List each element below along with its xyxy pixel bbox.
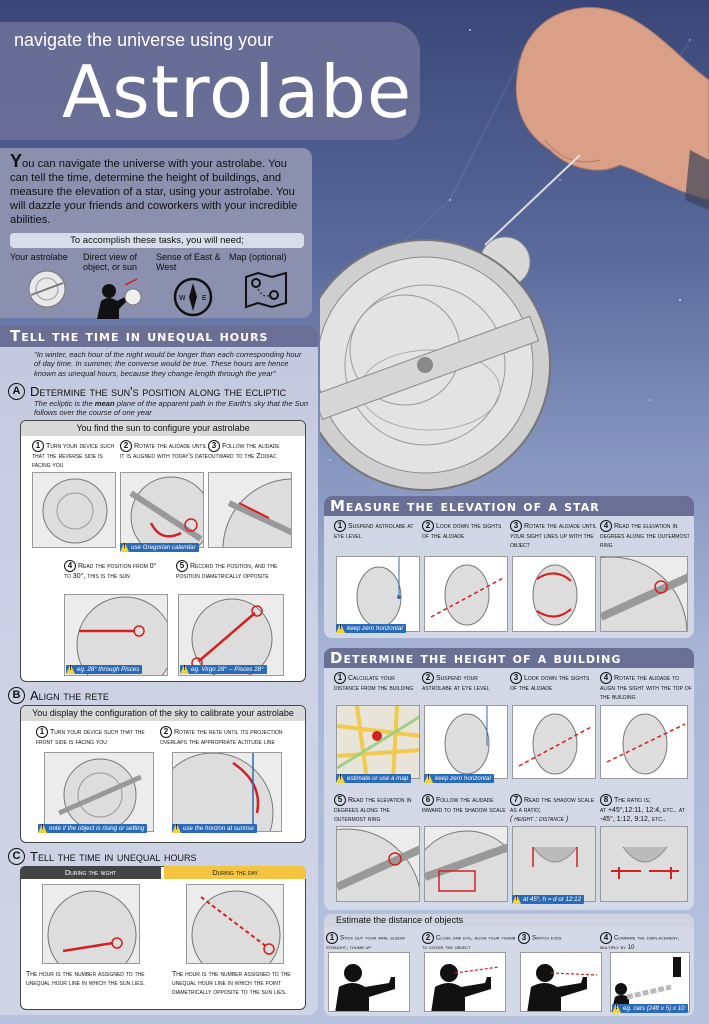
ecliptic-description: The ecliptic is the mean plane of the apparent path in the Earth's sky that the Sun follows over the course of one year bbox=[34, 399, 309, 418]
night-text: The hour is the number assigned to the unequal hour line in which the sun lies. bbox=[26, 971, 145, 987]
step-a1-image bbox=[32, 472, 116, 548]
compass-icon bbox=[171, 275, 215, 319]
distance-step-2-image bbox=[424, 952, 506, 1012]
step-a5: 5 Record the position, and the position diametrically opposite bbox=[176, 561, 278, 580]
intro-text: You can navigate the universe with your astrolabe. You can tell the time, determine the height of buildings, and measure the elevation of a star, using your astrolabe. You will dazzle your friends and coworkers with your incredible abilities. bbox=[10, 151, 298, 226]
page-title: Astrolabe bbox=[62, 50, 413, 134]
height-step-2-image bbox=[424, 705, 508, 779]
height-step-4: 4 Rotate the alidade to align the sight with the top of the building bbox=[600, 673, 692, 701]
elevation-step-4-image bbox=[600, 556, 688, 632]
height-step-6: 6 Follow the alidade inward to the shadow scale bbox=[422, 795, 506, 814]
elevation-step-3-image bbox=[512, 556, 596, 632]
step-b1-image bbox=[44, 752, 154, 832]
distance-step-3: 3 Switch eyes bbox=[518, 932, 598, 944]
height-step-1: 1 Calculate your distance from the building bbox=[334, 673, 414, 692]
height-note-map: ! estimate or use a map bbox=[336, 774, 411, 783]
height-step-8-image bbox=[600, 826, 688, 902]
night-label: During the night bbox=[20, 866, 161, 879]
svg-text:E: E bbox=[201, 295, 207, 302]
svg-text:W: W bbox=[178, 295, 186, 302]
unequal-hours-quote: "In winter, each hour of the night would be longer than each corresponding hour of day time. In summer, the converse would be true. These hours are hence known as unequal hours, because they change length through the year" bbox=[34, 350, 302, 378]
step-a5-image bbox=[178, 594, 284, 676]
hand-astrolabe-illustration bbox=[320, 0, 709, 500]
subtitle: navigate the universe using your bbox=[14, 30, 274, 50]
height-step-4-image bbox=[600, 705, 688, 779]
step-a2: 2 Rotate the alidade until it is aligned with today's date bbox=[120, 441, 209, 460]
height-map-image bbox=[336, 705, 420, 779]
note-virgo: ! eg. Virgo 28° -- Pisces 28° bbox=[180, 665, 267, 674]
distance-step-3-image bbox=[520, 952, 602, 1012]
distance-title: Estimate the distance of objects bbox=[336, 915, 464, 925]
step-a4-image bbox=[64, 594, 168, 676]
sun-position-box-title: You find the sun to configure your astrolabe bbox=[21, 421, 305, 436]
height-step-3-image bbox=[512, 705, 596, 779]
step-a1: 1 Turn your device such that the reverse side is facing you bbox=[32, 441, 115, 469]
requirements-list bbox=[10, 252, 304, 322]
height-step-6-image bbox=[424, 826, 508, 902]
note-pisces: ! eg. 28° through Pisces bbox=[66, 665, 142, 674]
distance-step-2: 2 Close one eye, align your thumb to cover the object bbox=[422, 933, 516, 951]
step-a3: 3 Follow the alidade outward to the Zodiac bbox=[208, 441, 280, 460]
note-horizon: ! use the horizon at sunrise bbox=[172, 824, 257, 833]
section-b-heading: B Align the rete bbox=[8, 687, 109, 704]
distance-step-4-image bbox=[610, 952, 690, 1012]
day-text: The hour is the number assigned to the unequal hour line in which the point diametrically opposite to the sun lies. bbox=[172, 971, 291, 996]
requirements-title: To accomplish these tasks, you will need; bbox=[10, 233, 304, 248]
day-label: During the day bbox=[164, 866, 306, 879]
step-b2-image bbox=[172, 752, 282, 832]
height-step-7-image bbox=[512, 826, 596, 902]
tell-time-heading: Tell the time in unequal hours bbox=[10, 327, 269, 345]
height-step-3: 3 Look down the sights of the alidade bbox=[510, 673, 590, 692]
elevation-step-1: 1 Suspend astrolabe at eye level bbox=[334, 521, 414, 540]
elevation-step-3: 3 Rotate the alidade until your sight lines up with the object bbox=[510, 521, 597, 549]
height-step-5: 5 Read the elevation in degrees along the outermost ring bbox=[334, 795, 412, 823]
distance-note: ! eg. cars (24ft x 5) x 10 bbox=[612, 1004, 688, 1013]
astrolabe-icon bbox=[25, 265, 69, 309]
note-gregorian: ! use Gregorian calendar bbox=[120, 543, 199, 552]
step-a3-image bbox=[208, 472, 292, 548]
height-step-2: 2 Suspend your astrolabe at eye level bbox=[422, 673, 490, 692]
height-note-45: ! at 45°, h = d or 12:12 bbox=[512, 895, 584, 904]
map-icon bbox=[242, 265, 290, 309]
section-c-heading: C Tell the time in unequal hours bbox=[8, 848, 197, 865]
distance-step-4: 4 Compare the displacement, multiply by 10 bbox=[600, 933, 680, 951]
intro-drop-cap: Y bbox=[10, 151, 23, 171]
height-step-8: 8 The ratio is; at +45°,12:11, 12:4, etc.. at -45°, 1:12, 9:12, etc.. bbox=[600, 795, 685, 823]
requirement-astrolabe: Your astrolabe bbox=[10, 252, 83, 322]
rete-box-title: You display the configuration of the sky to calibrate your astrolabe bbox=[21, 706, 305, 721]
elevation-step-4: 4 Read the elevation in degrees along the outermost ring bbox=[600, 521, 690, 549]
height-heading: Determine the height of a building bbox=[330, 649, 622, 667]
step-a4: 4 Read the position from 0° to 30°, this is the sun bbox=[64, 561, 157, 580]
note-rising-setting: ! note if the object is rising or setting bbox=[38, 824, 147, 833]
elevation-step-2: 2 Look down the sights of the alidade bbox=[422, 521, 502, 540]
distance-step-1: 1 Stick out your arm, elbow straight, thumb up bbox=[326, 933, 405, 951]
elevation-note: ! keep zero horizontal bbox=[336, 624, 406, 633]
height-step-5-image bbox=[336, 826, 420, 902]
elevation-step-1-image bbox=[336, 556, 420, 632]
step-b2: 2 Rotate the rete until its projection overlaps the appropriate altitude line bbox=[160, 727, 283, 746]
day-image bbox=[186, 884, 284, 964]
elevation-step-2-image bbox=[424, 556, 508, 632]
step-a2-image bbox=[120, 472, 204, 548]
height-note-zero: ! keep zero horizontal bbox=[424, 774, 494, 783]
elevation-heading: Measure the elevation of a star bbox=[330, 497, 600, 515]
height-step-7: 7 Read the shadow scale as a ratio; ( height : distance ) bbox=[510, 795, 595, 823]
viewer-icon bbox=[95, 275, 145, 319]
section-a-heading: A Determine the sun's position along the ecliptic bbox=[8, 383, 286, 400]
requirement-map: Map (optional) bbox=[229, 252, 302, 322]
requirement-view: Direct view of object, or sun bbox=[83, 252, 156, 322]
intro-panel bbox=[0, 148, 312, 318]
step-b1: 1 Turn your device such that the front side is facing you bbox=[36, 727, 145, 746]
distance-step-1-image bbox=[328, 952, 410, 1012]
requirement-compass: Sense of East & West W E bbox=[156, 252, 229, 322]
night-image bbox=[42, 884, 140, 964]
